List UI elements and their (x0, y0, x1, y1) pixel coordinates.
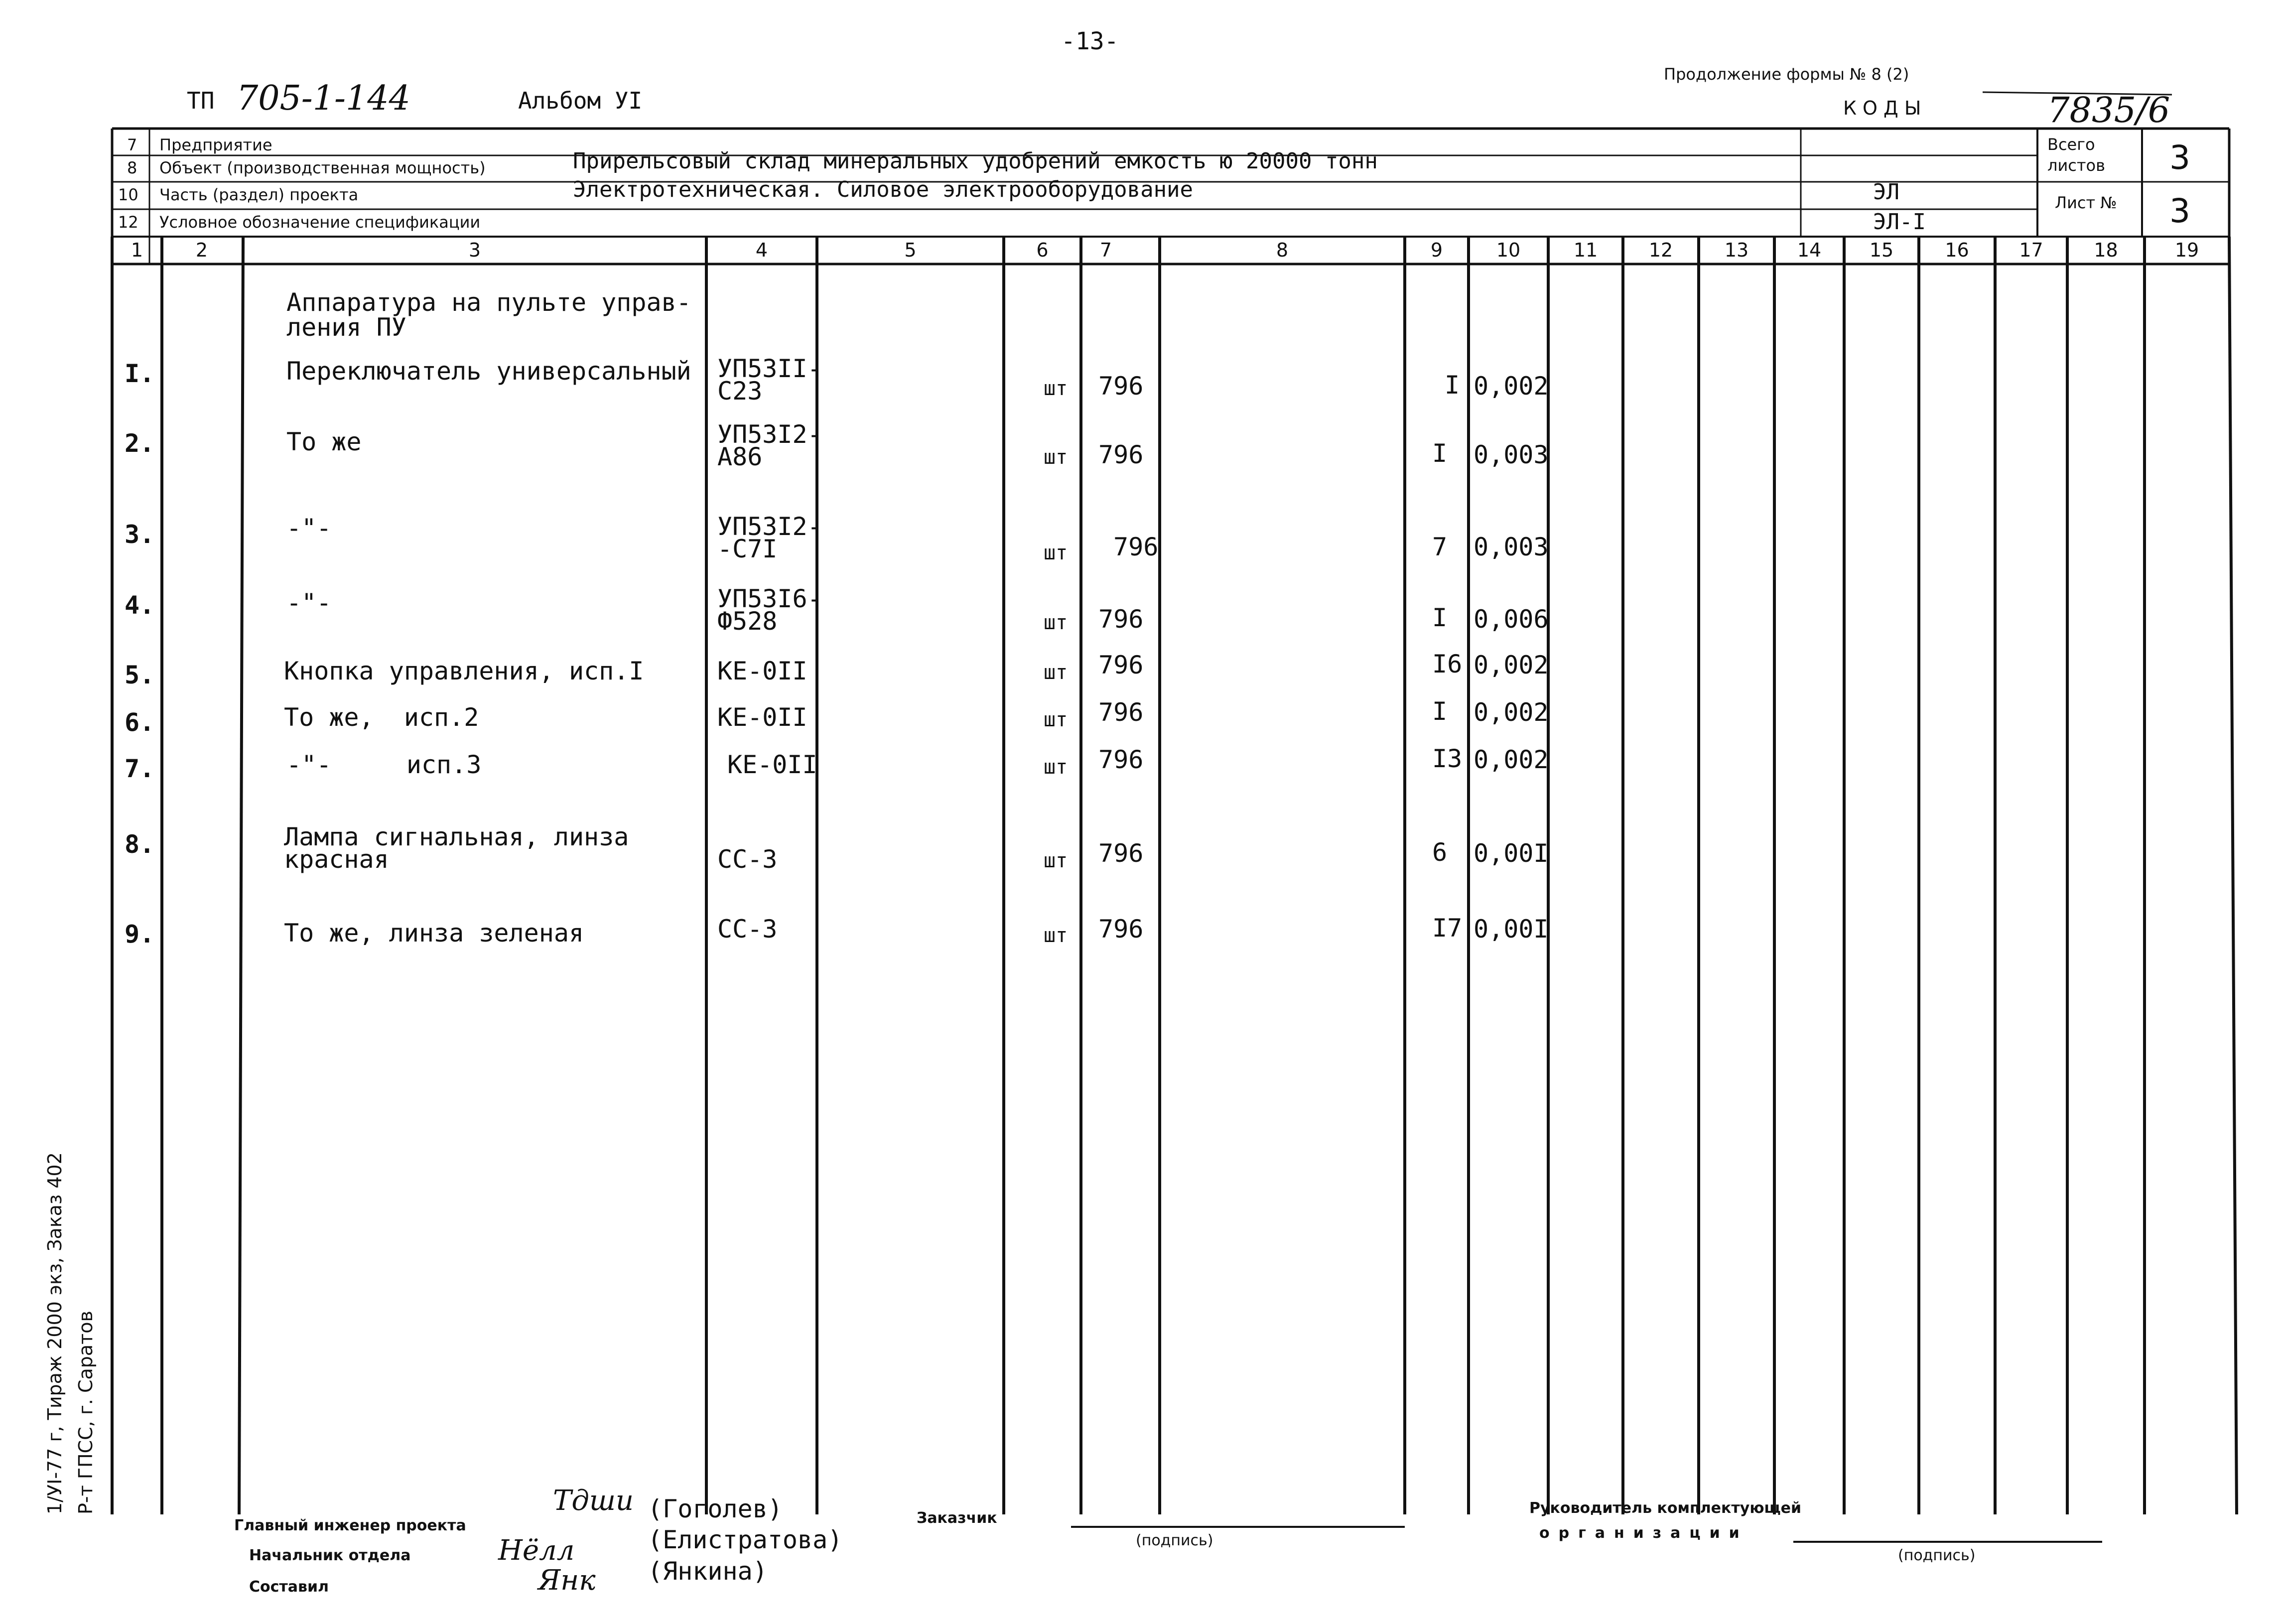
row-unit: шт (1044, 446, 1068, 469)
row-number: 5. (125, 661, 155, 689)
tp-number: 705-1-144 (237, 79, 410, 118)
col-num: 10 (1496, 239, 1521, 261)
row-mass: 0,002 (1474, 651, 1549, 679)
row7-label: Предприятие (159, 135, 272, 154)
row-mass: 0,002 (1474, 698, 1549, 727)
row-qty: I (1432, 603, 1448, 632)
col-num: 11 (1573, 239, 1598, 261)
side-print-text-1: 1/УI-77 г, Тираж 2000 экз, Заказ 402 (44, 1152, 66, 1514)
row-type: КЕ-0II (717, 703, 807, 732)
row-name: -"- (286, 514, 332, 542)
row-unit: шт (1044, 756, 1068, 779)
row-number: 6. (125, 708, 155, 737)
row7-num: 7 (127, 135, 137, 154)
compiled-label: Составил (249, 1578, 329, 1596)
col-num: 12 (1648, 239, 1673, 261)
row-number: 9. (125, 920, 155, 948)
row-code: 796 (1098, 839, 1144, 868)
row-qty: I (1432, 697, 1448, 726)
row-type: УП53I2- A86 (717, 420, 822, 471)
dept-head-name: (Елистратова) (648, 1525, 843, 1554)
row-unit: шт (1044, 377, 1068, 400)
col-num: 13 (1724, 239, 1749, 261)
sheet-no: 3 (2169, 192, 2190, 230)
col-num: 18 (2094, 239, 2118, 261)
row-number: I. (125, 359, 155, 388)
row-name: Кнопка управления, исп.I (284, 657, 644, 685)
row-name: То же, исп.2 (284, 703, 479, 732)
row-type: СС-3 (717, 915, 778, 944)
row-qty: I (1445, 371, 1460, 400)
row-number: 2. (125, 429, 155, 458)
row-number: 4. (125, 591, 155, 620)
row-number: 7. (125, 754, 155, 783)
supplier-label-2: организации (1539, 1524, 1748, 1542)
col-num: 17 (2019, 239, 2043, 261)
album-label: Альбом УI (518, 87, 643, 114)
row-number: 3. (125, 520, 155, 549)
chief-engineer-label: Главный инженер проекта (234, 1517, 466, 1534)
row-type: КЕ-0II (727, 750, 817, 779)
row-type: УП53II- C23 (717, 354, 822, 406)
row-type: УП53I6- Ф528 (717, 584, 822, 636)
doc-code: 7835/6 (2047, 90, 2170, 131)
col-num: 19 (2174, 239, 2199, 261)
col-num: 9 (1430, 239, 1443, 261)
row-code: 796 (1098, 372, 1144, 401)
compiled-signature: Янк (538, 1564, 596, 1597)
part-value: Электротехническая. Силовое электрооборудование (573, 177, 1194, 202)
row-name: -"- исп.3 (286, 750, 482, 779)
row-type: СС-3 (717, 845, 778, 874)
dept-head-label: Начальник отдела (249, 1547, 411, 1564)
col-num: 7 (1099, 239, 1112, 261)
customer-signature-label: (подпись) (1136, 1532, 1213, 1549)
side-print-text-2: Р-т ГПСС, г. Саратов (75, 1311, 97, 1514)
sheet-no-label: Лист № (2055, 193, 2117, 212)
col-num: 15 (1869, 239, 1894, 261)
dept-head-signature: Нёлл (498, 1534, 575, 1567)
compiled-name: (Янкина) (648, 1557, 768, 1586)
part-code: ЭЛ (1873, 179, 1899, 205)
row-name: То же, линза зеленая (284, 919, 584, 947)
col-num: 16 (1945, 239, 1969, 261)
supplier-signature-label: (подпись) (1898, 1547, 1976, 1564)
row-unit: шт (1044, 849, 1068, 872)
col-num: 8 (1276, 239, 1289, 261)
row-qty: I3 (1432, 744, 1463, 773)
row-mass: 0,00I (1474, 915, 1549, 944)
row-mass: 0,003 (1474, 533, 1549, 561)
col-num: 2 (195, 239, 208, 261)
row-name: Лампа сигнальная, линза красная (284, 822, 629, 874)
form-continuation: Продолжение формы № 8 (2) (1664, 65, 1909, 84)
row-unit: шт (1044, 661, 1068, 684)
supplier-label: Руководитель комплектующей (1529, 1499, 1802, 1517)
row-code: 796 (1098, 915, 1144, 944)
row-type: УП53I2- -C7I (717, 512, 822, 563)
row-code: 796 (1098, 698, 1144, 727)
chief-engineer-signature: Тдши (553, 1485, 634, 1517)
row12-num: 12 (118, 213, 138, 232)
row8-num: 8 (127, 158, 137, 177)
row-unit: шт (1044, 541, 1068, 564)
row8-label: Объект (производственная мощность) (159, 158, 486, 177)
col-num: 4 (755, 239, 768, 261)
row-code: 796 (1113, 533, 1159, 561)
row-mass: 0,006 (1474, 605, 1549, 634)
row-unit: шт (1044, 924, 1068, 947)
row12-label: Условное обозначение спецификации (159, 213, 481, 232)
row-mass: 0,002 (1474, 372, 1549, 401)
row-name: Переключатель универсальный (286, 357, 691, 386)
row-mass: 0,003 (1474, 440, 1549, 469)
row-code: 796 (1098, 651, 1144, 679)
col-num: 14 (1797, 239, 1822, 261)
col-num: 1 (131, 239, 143, 261)
row-number: 8. (125, 830, 155, 859)
customer-label: Заказчик (917, 1509, 997, 1527)
total-sheets: 3 (2169, 138, 2190, 177)
row10-num: 10 (118, 185, 138, 204)
row10-label: Часть (раздел) проекта (159, 185, 359, 204)
row-name: -"- (286, 588, 332, 617)
spec-code: ЭЛ-I (1873, 209, 1926, 235)
col-num: 5 (904, 239, 917, 261)
row-qty: I7 (1432, 914, 1463, 943)
row-type: КЕ-0II (717, 657, 807, 685)
object-value: Прирельсовый склад минеральных удобрений емкость ю 20000 тонн (573, 148, 1378, 174)
row-mass: 0,002 (1474, 745, 1549, 774)
row-qty: I (1432, 439, 1448, 468)
chief-engineer-name: (Гоголев) (648, 1494, 783, 1523)
tp-label: ТП (187, 87, 215, 114)
row-name: То же (286, 427, 362, 456)
row-qty: 6 (1432, 838, 1448, 867)
row-code: 796 (1098, 745, 1144, 774)
row-qty: I6 (1432, 650, 1463, 678)
col-num: 6 (1036, 239, 1049, 261)
row-qty: 7 (1432, 533, 1448, 561)
page-number: -13- (1061, 27, 1119, 55)
total-sheets-label: Всего листов (2047, 135, 2105, 175)
section-heading: Аппаратура на пульте управ- ления ПУ (286, 288, 691, 342)
row-unit: шт (1044, 708, 1068, 731)
col-num: 3 (468, 239, 481, 261)
row-code: 796 (1098, 605, 1144, 634)
row-code: 796 (1098, 440, 1144, 469)
row-unit: шт (1044, 611, 1068, 634)
codes-label: К О Д Ы (1843, 97, 1921, 119)
row-mass: 0,00I (1474, 839, 1549, 868)
